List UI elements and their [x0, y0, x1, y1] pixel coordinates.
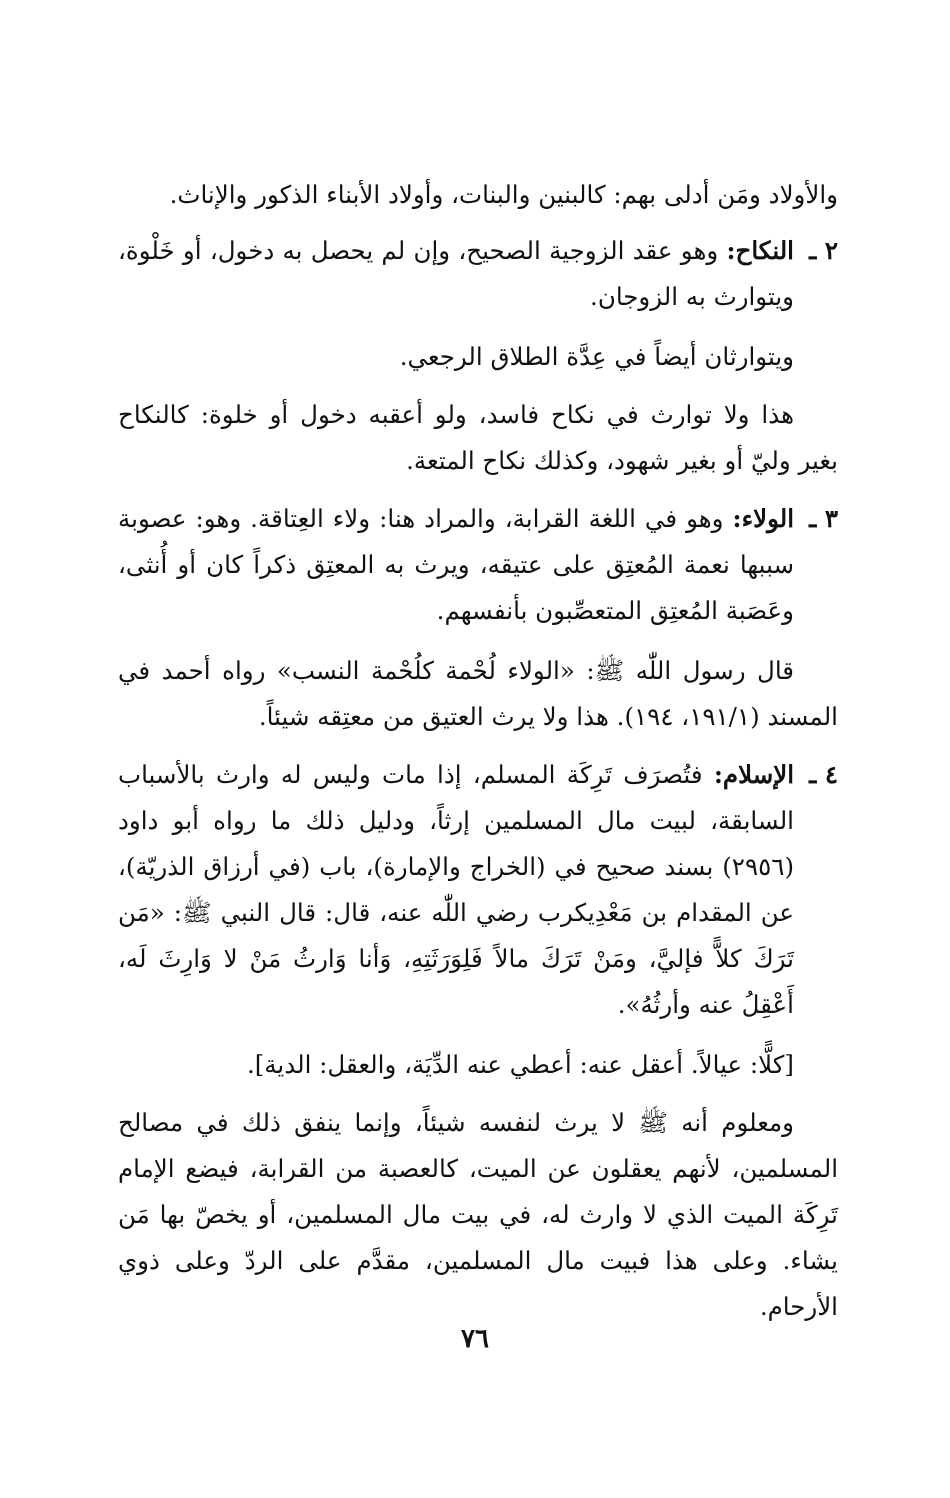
list-item-nikah [118, 228, 838, 320]
item-term: الولاء: [732, 504, 794, 533]
list-item-wala [118, 496, 838, 634]
paragraph: قال رسول اللّٰه ﷺ: «الولاء لُحْمة كلُحْمة النسب» رواه أحمد في المسند (١٩١/١، ١٩٤). هذا ولا يرث العتيق من معتِقه شيئاً. [118, 656, 838, 731]
page-number: ٧٦ [461, 1324, 489, 1354]
item-term: النكاح: [726, 236, 794, 265]
item-number: ٣ ـ [809, 504, 838, 533]
item-number: ٢ ـ [809, 236, 838, 265]
item-number: ٤ ـ [809, 760, 838, 789]
item-text: وهو عقد الزوجية الصحيح، وإن لم يحصل به دخول، أو خَلْوة، ويتوارث به الزوجان. [118, 236, 794, 311]
paragraph: ومعلوم أنه ﷺ لا يرث لنفسه شيئاً، وإنما ينفق ذلك في مصالح المسلمين، لأنهم يعقلون عن الميت، كالعصبة من القرابة، فيضع الإمام تَرِكَة الميت الذي لا وارث له، في بيت مال المسلمين، أو يخصّ بها مَن يشاء. وعلى هذا فبيت مال المسلمين، مقدَّم على الردّ وعلى ذوي الأرحام. [118, 1108, 838, 1321]
paragraph: ويتوارثان أيضاً في عِدَّة الطلاق الرجعي. [399, 342, 794, 371]
item-term: الإسلام: [713, 760, 794, 789]
gloss-paragraph: [كلًّا: عيالاً. أعقل عنه: أعطي عنه الدِّيَة، والعقل: الدية]. [246, 1050, 794, 1079]
page-body [118, 172, 838, 1342]
paragraph-continuation: والأولاد ومَن أدلى بهم: كالبنين والبنات، وأولاد الأبناء الذكور والإناث. [169, 180, 838, 209]
list-item-islam [118, 752, 838, 1028]
paragraph: هذا ولا توارث في نكاح فاسد، ولو أعقبه دخول أو خلوة: كالنكاح بغير وليّ أو بغير شهود، وكذلك نكاح المتعة. [118, 400, 838, 475]
item-text: فتُصرَف تَرِكَة المسلم، إذا مات وليس له وارث بالأسباب السابقة، لبيت مال المسلمين إرثاً، ودليل ذلك ما رواه أبو داود (٢٩٥٦) بسند صحيح في (الخراج والإمارة)، باب (في أرزاق الذريّة)، عن المقدام بن مَعْدِيكرب رضي اللّٰه عنه، قال: قال النبي ﷺ: «مَن تَرَكَ كلاًّ فإليَّ، ومَنْ تَرَكَ مالاً فَلِوَرَثَتِهِ، وَأنا وَارثُ مَنْ لا وَارِثَ لَه، أَعْقِلُ عنه وأرثُهُ». [118, 760, 794, 1019]
item-text: وهو في اللغة القرابة، والمراد هنا: ولاء العِتاقة. وهو: عصوبة سببها نعمة المُعتِق على عتيقه، ويرث به المعتِق ذكراً كان أو أُنثى، وعَصَبة المُعتِق المتعصِّبون بأنفسهم. [118, 504, 794, 625]
